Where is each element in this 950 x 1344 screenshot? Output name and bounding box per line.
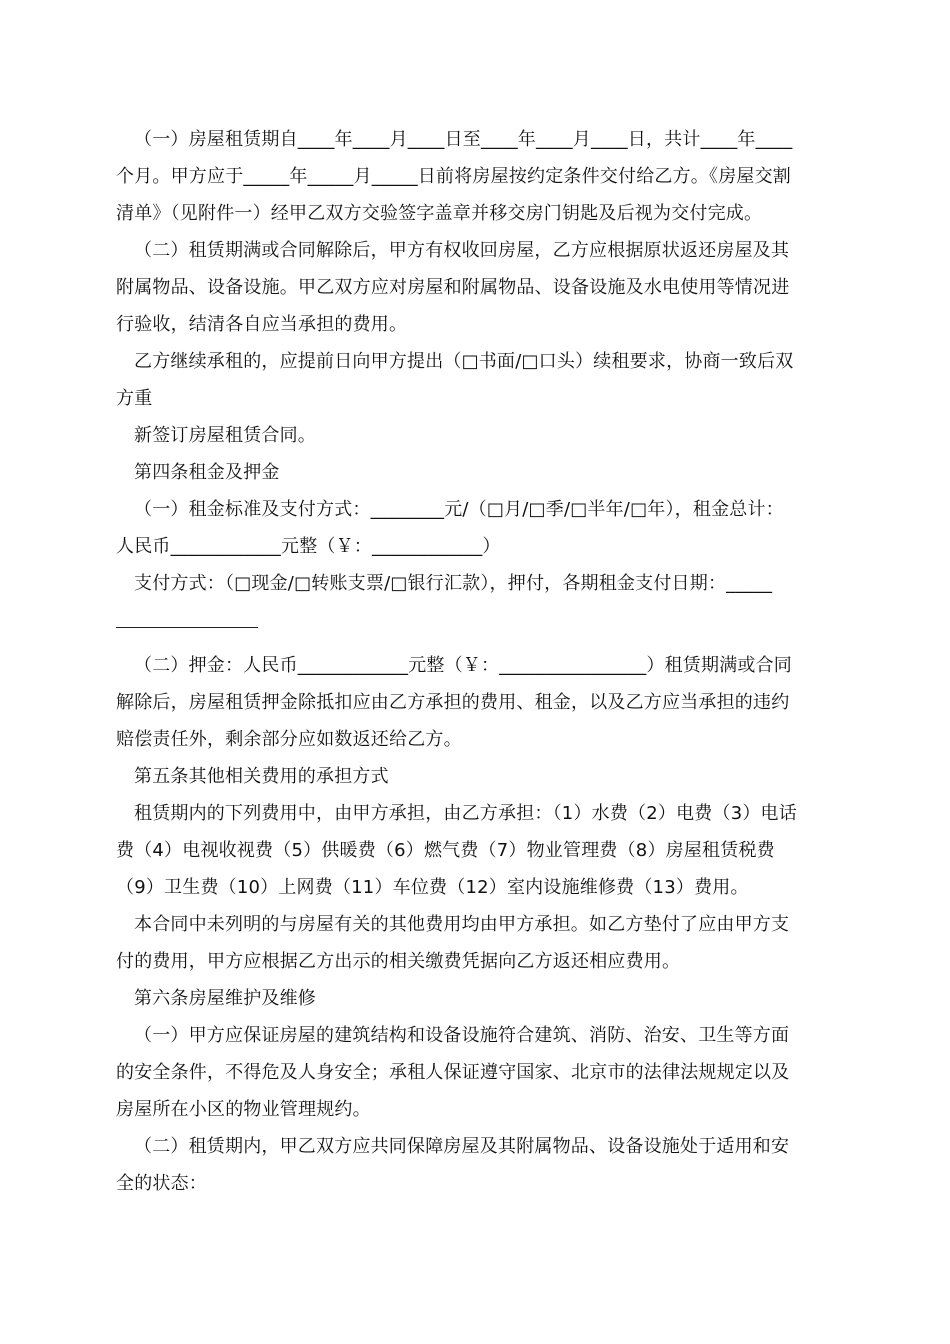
paragraph-line: 乙方继续承租的，应提前日向甲方提出（□书面/□口头）续租要求，协商一致后双 (134, 351, 794, 372)
paragraph-line: 的安全条件，不得危及人身安全；承租人保证遵守国家、北京市的法律法规规定以及 (116, 1062, 790, 1083)
paragraph-line: 租赁期内的下列费用中，由甲方承担，由乙方承担：（1）水费（2）电费（3）电话 (134, 803, 797, 824)
section-heading: 第六条房屋维护及维修 (134, 988, 316, 1009)
section-heading: 第五条其他相关费用的承担方式 (134, 766, 389, 787)
paragraph-line: （9）卫生费（10）上网费（11）车位费（12）室内设施维修费（13）费用。 (116, 877, 749, 898)
spacer (116, 639, 836, 647)
paragraph-line: 本合同中未列明的与房屋有关的其他费用均由甲方承担。如乙方垫付了应由甲方支 (134, 914, 790, 935)
paragraph-line: （一）甲方应保证房屋的建筑结构和设备设施符合建筑、消防、治安、卫生等方面 (134, 1025, 790, 1046)
paragraph-line: （一）租金标准及支付方式：________元/（□月/□季/□半年/□年），租金总计： (134, 499, 784, 520)
paragraph-line: 解除后，房屋租赁押金除抵扣应由乙方承担的费用、租金，以及乙方应当承担的违约 (116, 692, 790, 713)
paragraph-line: （二）租赁期满或合同解除后，甲方有权收回房屋，乙方应根据原状返还房屋及其 (134, 240, 790, 261)
paragraph-line: （一）房屋租赁期自____年____月____日至____年____月____日，共计____年____ (134, 129, 793, 150)
paragraph-line: （二）租赁期内，甲乙双方应共同保障房屋及其附属物品、设备设施处于适用和安 (134, 1136, 790, 1157)
fill-in-blank-line (116, 602, 836, 639)
section-heading: 第四条租金及押金 (134, 462, 280, 483)
paragraph-line: （二）押金：人民币____________元整（￥：________________）租赁期满或合同 (134, 655, 792, 676)
paragraph-line: 全的状态： (116, 1173, 207, 1194)
paragraph-line: 费（4）电视收视费（5）供暖费（6）燃气费（7）物业管理费（8）房屋租赁税费 (116, 840, 775, 861)
blank-underline (116, 627, 258, 628)
paragraph-line: 清单》（见附件一）经甲乙双方交验签字盖章并移交房门钥匙及后视为交付完成。 (116, 203, 763, 224)
paragraph-line: 赔偿责任外，剩余部分应如数返还给乙方。 (116, 729, 462, 750)
paragraph-line: 方重 (116, 388, 153, 409)
paragraph-line: 付的费用，甲方应根据乙方出示的相关缴费凭据向乙方返还相应费用。 (116, 951, 681, 972)
paragraph-line: 房屋所在小区的物业管理规约。 (116, 1099, 371, 1120)
paragraph-line: 支付方式：（□现金/□转账支票/□银行汇款），押付，各期租金支付日期：_____ (134, 573, 773, 594)
paragraph-line: 行验收，结清各自应当承担的费用。 (116, 314, 408, 335)
paragraph-line: 人民币____________元整（￥：____________） (116, 536, 501, 557)
document-body (116, 121, 836, 1202)
paragraph-line: 附属物品、设备设施。甲乙双方应对房屋和附属物品、设备设施及水电使用等情况进 (116, 277, 790, 298)
paragraph-line: 新签订房屋租赁合同。 (134, 425, 316, 446)
paragraph-line: 个月。甲方应于_____年_____月_____日前将房屋按约定条件交付给乙方。《房屋交割 (116, 166, 791, 187)
